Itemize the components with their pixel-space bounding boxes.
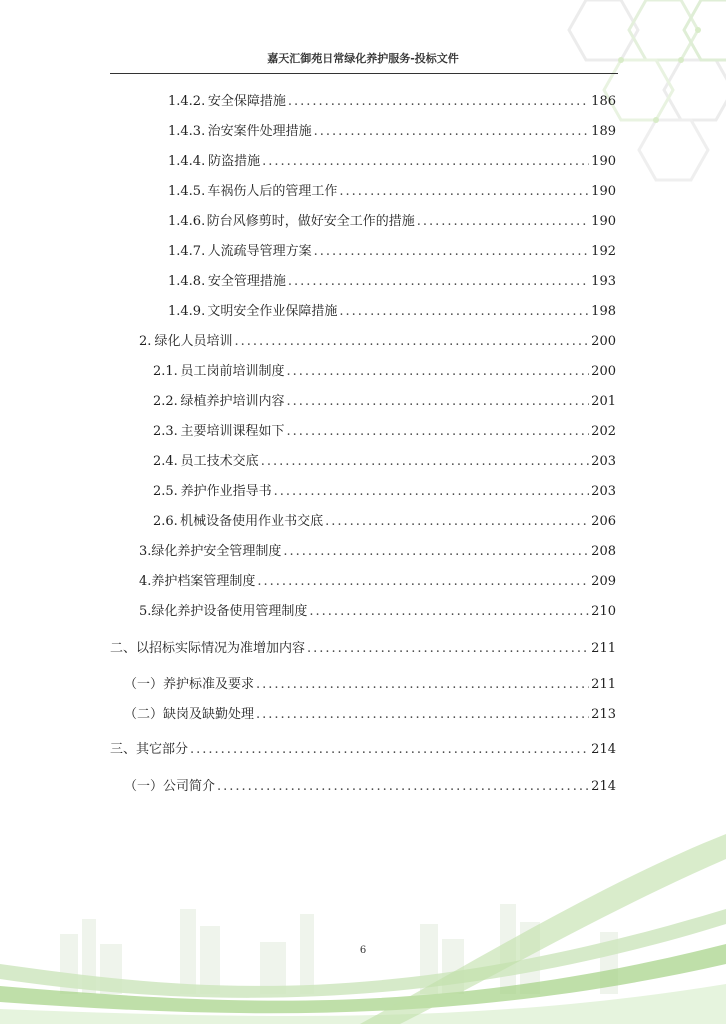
toc-leader-dots — [286, 363, 589, 381]
toc-entry-page: 203 — [591, 484, 616, 499]
toc-entry-number: 1.4.4. — [168, 154, 206, 169]
toc-entry[interactable] — [168, 153, 616, 171]
toc-entry[interactable] — [139, 333, 616, 351]
toc-entry-title: 员工岗前培训制度 — [180, 364, 285, 379]
toc-entry-title: 防盗措施 — [208, 154, 261, 169]
toc-entry-title: 员工技术交底 — [180, 454, 259, 469]
toc-entry-page: 200 — [591, 334, 616, 349]
toc-entry-page: 200 — [591, 364, 616, 379]
toc-entry-number: 2. — [139, 334, 152, 349]
toc-leader-dots — [235, 333, 590, 351]
toc-entry-title: （二）缺岗及缺勤处理 — [124, 707, 255, 722]
toc-entry[interactable] — [139, 573, 616, 591]
toc-entry-page: 206 — [591, 514, 616, 529]
toc-entry-title: 5.绿化养护设备使用管理制度 — [139, 604, 308, 619]
toc-leader-dots — [288, 273, 589, 291]
toc-entry[interactable] — [168, 93, 616, 111]
toc-entry[interactable] — [168, 303, 616, 321]
header-divider — [110, 73, 618, 74]
toc-leader-dots — [257, 573, 589, 591]
toc-entry-title: 安全保障措施 — [207, 94, 286, 109]
toc-entry-page: 201 — [591, 394, 616, 409]
toc-entry-title: 文明安全作业保障措施 — [207, 304, 338, 319]
toc-leader-dots — [307, 640, 589, 658]
toc-leader-dots — [217, 778, 589, 796]
toc-entry-title: 绿化人员培训 — [154, 334, 233, 349]
toc-entry-title: 3.绿化养护安全管理制度 — [139, 544, 282, 559]
toc-entry[interactable] — [153, 513, 616, 531]
toc-leader-dots — [417, 213, 589, 231]
toc-leader-dots — [339, 303, 589, 321]
toc-leader-dots — [256, 706, 589, 724]
toc-entry-page: 213 — [591, 707, 616, 722]
toc-entry-page: 190 — [591, 184, 616, 199]
toc-leader-dots — [339, 183, 589, 201]
toc-entry[interactable] — [168, 183, 616, 201]
toc-entry-page: 211 — [591, 677, 616, 692]
toc-entry-number: 1.4.5. — [168, 184, 206, 199]
toc-entry-page: 209 — [591, 574, 616, 589]
toc-entry-page: 192 — [591, 244, 616, 259]
toc-entry-page: 214 — [591, 779, 616, 794]
toc-entry-number: 1.4.9. — [168, 304, 206, 319]
toc-leader-dots — [325, 513, 589, 531]
toc-entry[interactable] — [139, 543, 616, 561]
toc-entry-number: 2.4. — [153, 454, 178, 469]
toc-entry[interactable] — [124, 706, 616, 724]
toc-entry[interactable] — [153, 423, 616, 441]
toc-entry-number: 2.6. — [153, 514, 178, 529]
toc-leader-dots — [286, 393, 589, 411]
toc-leader-dots — [288, 93, 589, 111]
toc-entry-title: 主要培训课程如下 — [180, 424, 285, 439]
toc-entry-number: 2.2. — [153, 394, 178, 409]
toc-entry[interactable] — [168, 243, 616, 261]
page-number: 6 — [359, 945, 367, 956]
toc-entry[interactable] — [110, 741, 616, 759]
toc-entry-page: 202 — [591, 424, 616, 439]
toc-leader-dots — [286, 423, 589, 441]
toc-entry[interactable] — [153, 393, 616, 411]
toc-entry[interactable] — [139, 603, 616, 621]
toc-entry-page: 211 — [591, 641, 616, 656]
toc-entry-page: 203 — [591, 454, 616, 469]
toc-entry-title: 养护作业指导书 — [180, 484, 272, 499]
toc-entry-title: （一）养护标准及要求 — [124, 677, 255, 692]
toc-leader-dots — [256, 676, 589, 694]
toc-entry-page: 186 — [591, 94, 616, 109]
toc-entry-title: 三、其它部分 — [110, 742, 189, 757]
toc-entry[interactable] — [153, 363, 616, 381]
toc-entry-page: 190 — [591, 214, 616, 229]
toc-entry-page: 210 — [591, 604, 616, 619]
toc-entry-title: 治安案件处理措施 — [207, 124, 312, 139]
toc-entry-title: 绿植养护培训内容 — [180, 394, 285, 409]
toc-entry-number: 2.5. — [153, 484, 178, 499]
toc-entry[interactable] — [124, 676, 616, 694]
toc-entry-title: 二、以招标实际情况为准增加内容 — [110, 641, 306, 656]
toc-entry[interactable] — [124, 778, 616, 796]
toc-entry-title: 4.养护档案管理制度 — [139, 574, 256, 589]
toc-entry-title: 机械设备使用作业书交底 — [180, 514, 324, 529]
toc-entry[interactable] — [168, 123, 616, 141]
toc-entry-number: 1.4.7. — [168, 244, 206, 259]
document-header-title: 嘉天汇御苑日常绿化养护服务-投标文件 — [267, 52, 459, 65]
toc-entry-title: 防台风修剪时，做好安全工作的措施 — [206, 214, 415, 229]
toc-leader-dots — [283, 543, 589, 561]
toc-leader-dots — [314, 123, 590, 141]
toc-entry[interactable] — [153, 483, 616, 501]
toc-entry-number: 2.3. — [153, 424, 178, 439]
toc-entry-number: 1.4.8. — [168, 274, 206, 289]
toc-entry-page: 198 — [591, 304, 616, 319]
toc-entry[interactable] — [168, 213, 616, 231]
toc-entry-title: 车祸伤人后的管理工作 — [207, 184, 338, 199]
toc-entry-page: 208 — [591, 544, 616, 559]
toc-leader-dots — [314, 243, 590, 261]
toc-entry-number: 2.1. — [153, 364, 178, 379]
toc-entry-number: 1.4.6. — [168, 214, 206, 229]
toc-leader-dots — [261, 453, 589, 471]
toc-entry-number: 1.4.2. — [168, 94, 206, 109]
toc-entry[interactable] — [110, 640, 616, 658]
toc-leader-dots — [274, 483, 590, 501]
toc-entry-title: 人流疏导管理方案 — [207, 244, 312, 259]
toc-entry[interactable] — [168, 273, 616, 291]
toc-entry-number: 1.4.3. — [168, 124, 206, 139]
toc-entry-page: 214 — [591, 742, 616, 757]
toc-entry-title: （一）公司简介 — [124, 779, 216, 794]
toc-entry-page: 193 — [591, 274, 616, 289]
footer-skyline-decoration — [0, 814, 726, 1024]
toc-entry-title: 安全管理措施 — [207, 274, 286, 289]
toc-entry[interactable] — [153, 453, 616, 471]
toc-leader-dots — [262, 153, 589, 171]
toc-leader-dots — [309, 603, 589, 621]
toc-entry-page: 189 — [591, 124, 616, 139]
toc-entry-page: 190 — [591, 154, 616, 169]
toc-leader-dots — [190, 741, 589, 759]
